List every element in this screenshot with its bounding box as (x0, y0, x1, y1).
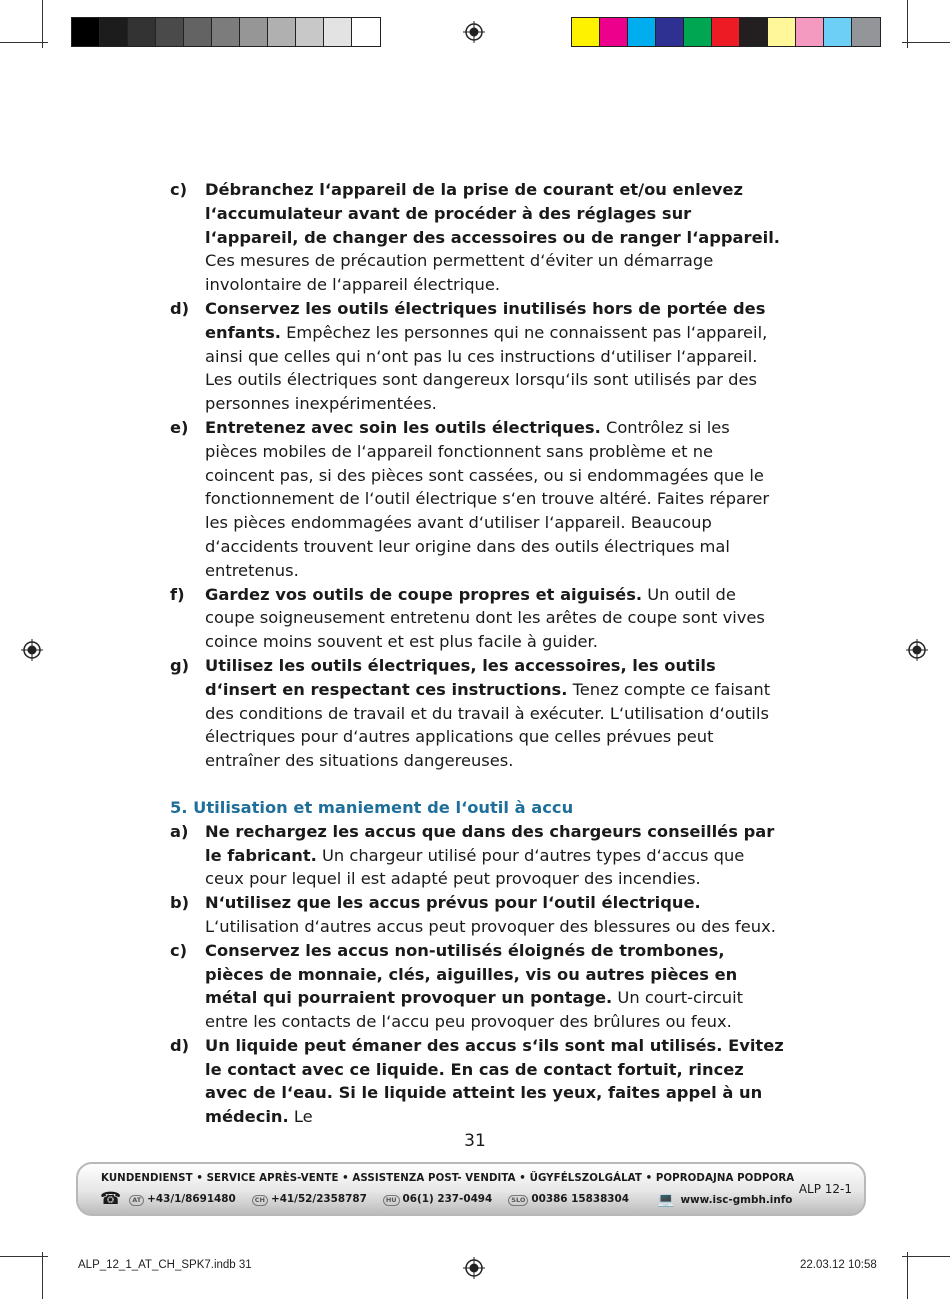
list-item-label: a) (170, 821, 189, 841)
registration-mark-icon (463, 21, 485, 43)
country-code-badge: AT (129, 1195, 144, 1206)
list-item-label: d) (170, 298, 190, 318)
list-item (170, 297, 785, 416)
list-item-text: Contrôlez si les pièces mobiles de l‘appareil fonctionnent sans problème et ne coincent pas, si des pièces sont cassées, ou si endommagées que le fonctionnement de l‘outil électrique s‘en trouve altéré. Faites réparer les pièces endommagées avant d‘utiliser l‘appareil. Beaucoup d‘accidents trouvent leur origine dans des outils électriques mal entretenus. (205, 417, 770, 580)
color-swatch (768, 18, 796, 46)
phone-number[interactable]: +41/52/2358787 (270, 1193, 367, 1205)
color-swatch (184, 18, 212, 46)
color-swatch (72, 18, 100, 46)
list-item-text: Empêchez les personnes qui ne connaissent pas l‘appareil, ainsi que celles qui n‘ont pas lu ces instructions d‘utiliser l‘appareil. Les outils électriques sont dangereux lorsqu‘ils sont utilisés par des personnes inexpérimentées. (205, 322, 768, 414)
list-item-heading: N‘utilisez que les accus prévus pour l‘outil électrique. (205, 893, 701, 913)
laptop-icon: 💻 (657, 1191, 675, 1208)
phone-list (129, 1193, 645, 1206)
phone-number[interactable]: +43/1/8691480 (147, 1193, 236, 1205)
list-item-text: L‘utilisation d‘autres accus peut provoquer des blessures ou des feux. (205, 916, 776, 936)
color-swatch (656, 18, 684, 46)
list-item (170, 416, 785, 583)
color-swatch (212, 18, 240, 46)
list-item-text: Ces mesures de précaution permettent d‘éviter un démarrage involontaire de l‘appareil électrique. (205, 251, 714, 295)
color-swatch (324, 18, 352, 46)
list-item-heading: Entretenez avec soin les outils électriques. (205, 417, 601, 437)
list-item-heading: Conservez les outils électriques inutilisés hors de portée des enfants. (205, 298, 766, 342)
list-item-heading: Utilisez les outils électriques, les accessoires, les outils d‘insert en respectant ces instructions. (205, 655, 716, 699)
crop-mark (902, 42, 950, 43)
service-names: KUNDENDIENST • SERVICE APRÈS-VENTE • ASSISTENZA POST- VENDITA • ÜGYFÉLSZOLGÁLAT • POPRODAJNA PODPORA (101, 1173, 795, 1184)
list-item (170, 820, 785, 891)
crop-mark (0, 42, 48, 43)
list-item-label: c) (170, 180, 188, 199)
phone-number[interactable]: 06(1) 237-0494 (402, 1193, 493, 1205)
color-swatch (156, 18, 184, 46)
color-swatch (684, 18, 712, 46)
country-code-badge: HU (383, 1195, 400, 1206)
phone-icon: ☎ (100, 1189, 122, 1209)
page-number: 31 (464, 1131, 486, 1151)
list-item-heading: Gardez vos outils de coupe propres et aiguisés. (205, 584, 643, 604)
section-title: 5. Utilisation et maniement de l‘outil à accu (170, 797, 574, 817)
crop-mark (907, 0, 908, 48)
color-swatch (796, 18, 824, 46)
list-item-label: d) (170, 1035, 190, 1055)
crop-mark (42, 0, 43, 48)
model-label: ALP 12-1 (798, 1182, 852, 1196)
list-item-label: f) (170, 584, 185, 604)
color-swatch (296, 18, 324, 46)
list-item-label: e) (170, 417, 189, 437)
country-code-badge: SLO (508, 1195, 528, 1206)
list-item (170, 583, 785, 654)
color-swatch (628, 18, 656, 46)
color-swatch (740, 18, 768, 46)
grayscale-color-bar (71, 17, 381, 47)
list-item-text: Un chargeur utilisé pour d‘autres types d‘accus que ceux pour lequel il est adapté peut provoquer des incendies. (205, 845, 745, 889)
color-swatch (600, 18, 628, 46)
process-color-bar (571, 17, 881, 47)
color-swatch (268, 18, 296, 46)
list-item-text: Un court-circuit entre les contacts de l‘accu peu provoquer des brûlures ou feux. (205, 988, 744, 1032)
crop-mark (0, 1256, 48, 1257)
crop-mark (907, 1252, 908, 1299)
color-swatch (712, 18, 740, 46)
list-item-text: Un outil de coupe soigneusement entretenu dont les arêtes de coupe sont vives coince moins souvent et est plus facile à guider. (205, 584, 765, 652)
list-item-text: Tenez compte ce faisant des conditions de travail et du travail à exécuter. L‘utilisation d‘outils électriques pour d‘autres applications que celles prévues peut entraîner des situations dangereuses. (205, 679, 771, 771)
color-swatch (852, 18, 880, 46)
service-contact-bar (76, 1162, 866, 1216)
color-swatch (572, 18, 600, 46)
registration-mark-icon (21, 639, 43, 661)
list-item-heading: Débranchez l‘appareil de la prise de courant et/ou enlevez l‘accumulateur avant de procéder à des réglages sur l‘appareil, de changer des accessoires ou de ranger l‘appareil. (205, 180, 780, 247)
country-code-badge: CH (252, 1195, 268, 1206)
safety-instructions-text (170, 178, 785, 1129)
list-item-label: b) (170, 893, 190, 913)
color-swatch (240, 18, 268, 46)
phone-number[interactable]: 00386 15838304 (531, 1193, 629, 1205)
list-item (170, 891, 785, 939)
crop-mark (42, 1252, 43, 1299)
color-swatch (100, 18, 128, 46)
list-item-heading: Ne rechargez les accus que dans des chargeurs conseillés par le fabricant. (205, 821, 775, 865)
list-item (170, 178, 785, 297)
list-item-heading: Conservez les accus non-utilisés éloignés de trombones, pièces de monnaie, clés, aiguilles, vis ou autres pièces en métal qui pourraient provoquer un pontage. (205, 940, 738, 1008)
list-item-heading: Un liquide peut émaner des accus s‘ils sont mal utilisés. Evitez le contact avec ce liquide. En cas de contact fortuit, rincez avec de l‘eau. Si le liquide atteint les yeux, faites appel à un médecin. (205, 1035, 784, 1127)
list-item (170, 654, 785, 773)
registration-mark-icon (906, 639, 928, 661)
list-item (170, 939, 785, 1034)
website-link[interactable]: www.isc-gmbh.info (680, 1193, 793, 1206)
color-swatch (824, 18, 852, 46)
contact-line (100, 1191, 792, 1208)
color-swatch (128, 18, 156, 46)
list-item-label: c) (170, 940, 188, 960)
date-slug: 22.03.12 10:58 (800, 1259, 877, 1271)
list-item-text: Le (288, 1107, 313, 1127)
list-item (170, 1034, 785, 1129)
crop-mark (902, 1256, 950, 1257)
list-item-label: g) (170, 655, 190, 675)
registration-mark-icon (463, 1257, 485, 1279)
color-swatch (352, 18, 380, 46)
file-slug: ALP_12_1_AT_CH_SPK7.indb 31 (78, 1259, 252, 1271)
